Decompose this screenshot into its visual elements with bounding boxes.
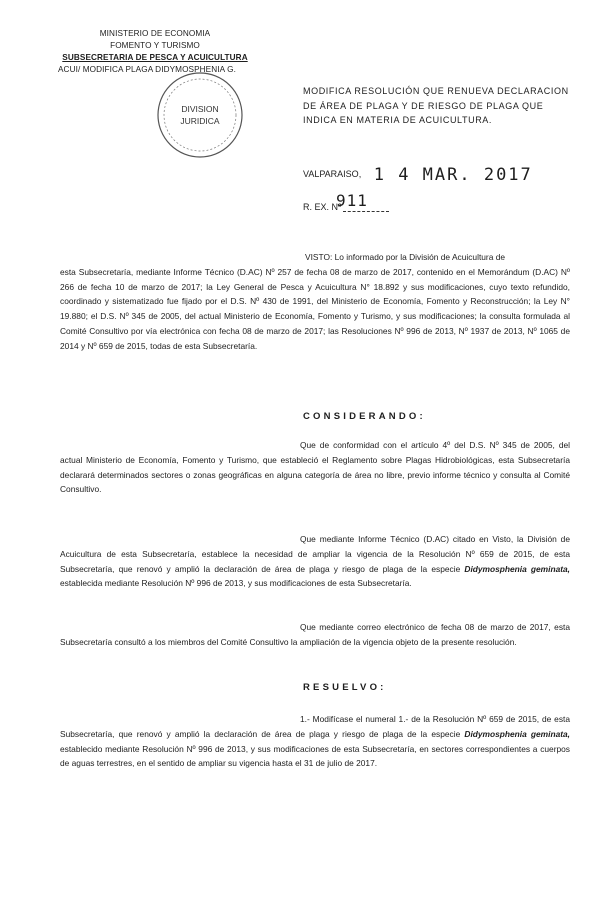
visto-section: [60, 250, 570, 354]
considerando-heading: CONSIDERANDO:: [303, 411, 426, 422]
visto-body: esta Subsecretaría, mediante Informe Técnico (D.AC) Nº 257 de fecha 08 de marzo de 2017, contenido en el Memorándum (D.AC) Nº 266 de fecha 10 de marzo de 2017; la Ley General de Pesca y Acuicultura N° 18.892 y sus modificaciones, cuyo texto refundido, coordinado y sistematizado fue fijado por el D.S. Nº 430 de 1991, del Ministerio de Economía, Fomento y Reconstrucción; la Ley N° 19.880; el D.S. Nº 345 de 2005, del actual Ministerio de Economía, Fomento y Turismo, y sus modificaciones; la consulta formulada al Comité Consultivo por vía electrónica con fecha 08 de marzo de 2017; las Resoluciones Nº 996 de 2013, Nº 1937 de 2013, Nº 1065 de 2014 y Nº 659 de 2015, todas de esta Subsecretaría.: [60, 266, 570, 351]
resuelvo-heading: RESUELVO:: [303, 682, 387, 693]
considerando-paragraph-2: [60, 532, 570, 591]
division-juridica-stamp: [155, 70, 245, 160]
stamp-line-1: DIVISION: [181, 104, 219, 114]
species-name: Didymosphenia geminata,: [464, 563, 570, 574]
document-subject: MODIFICA RESOLUCIÓN QUE RENUEVA DECLARACION DE ÁREA DE PLAGA Y DE RIESGO DE PLAGA QUE INDICA EN MATERIA DE ACUICULTURA.: [303, 86, 569, 125]
resolution-number-line: [303, 191, 389, 212]
ministry-name: MINISTERIO DE ECONOMIA: [99, 29, 211, 38]
rex-number: 911: [336, 191, 368, 210]
ministry-subtitle: FOMENTO Y TURISMO: [110, 41, 200, 50]
letterhead: [60, 28, 250, 76]
date-place: VALPARAISO,: [303, 169, 362, 179]
date-line: [303, 165, 533, 185]
rex-label: R. EX. Nº: [303, 202, 342, 212]
considerando-paragraph-1: Que de conformidad con el artículo 4º del D.S. Nº 345 de 2005, del actual Ministerio de Economía, Fomento y Turismo, que estableció el Reglamento sobre Plagas Hidrobiológicas, esta Subsecretaría declarará determinados sectores o zonas geográficas en alguna categoría de área no libre, previo informe técnico y consulta al Comité Consultivo.: [60, 440, 570, 495]
resuelvo-article-1: [60, 712, 570, 771]
considerando-paragraph-3: Que mediante correo electrónico de fecha 08 de marzo de 2017, esta Subsecretaría consultó a los miembros del Comité Consultivo la ampliación de la vigencia objeto de la presente resolución.: [60, 622, 570, 647]
species-name: Didymosphenia geminata,: [464, 728, 570, 739]
file-reference: ACUI/ MODIFICA PLAGA DIDYMOSPHENIA G.: [58, 65, 236, 74]
resuelvo-p1-text-b: establecido mediante Resolución Nº 996 de 2013, y sus modificaciones de esta Subsecretaría, en sectores correspondientes a cuerpos de aguas terrestres, en el sentido de ampliar su vigencia hasta el 31 de julio de 2017.: [60, 743, 570, 769]
date-stamp: 1 4 MAR. 2017: [373, 165, 533, 185]
stamp-line-2: JURIDICA: [180, 116, 220, 126]
resuelvo-p1-text-a: 1.- Modifícase el numeral 1.- de la Resolución Nº 659 de 2015, de esta Subsecretaría, que renovó y amplió la declaración de área de plaga y riesgo de plaga de la especie: [60, 714, 570, 739]
considerando-p2-text-a: Que mediante Informe Técnico (D.AC) citado en Visto, la División de Acuicultura de esta Subsecretaría, establece la necesidad de ampliar la vigencia de la Resolución Nº 659 de 2015, de esta Subsecretaría, que renovó y amplió la declaración de área de plaga y riesgo de plaga de la especie: [60, 534, 570, 574]
considerando-p2-text-b: establecida mediante Resolución Nº 996 de 2013, y sus modificaciones de esta Subsecretaría.: [60, 578, 412, 589]
subsecretaria-name: SUBSECRETARIA DE PESCA Y ACUICULTURA: [62, 53, 248, 62]
visto-lead: VISTO: Lo informado por la División de Acuicultura de: [305, 252, 506, 262]
